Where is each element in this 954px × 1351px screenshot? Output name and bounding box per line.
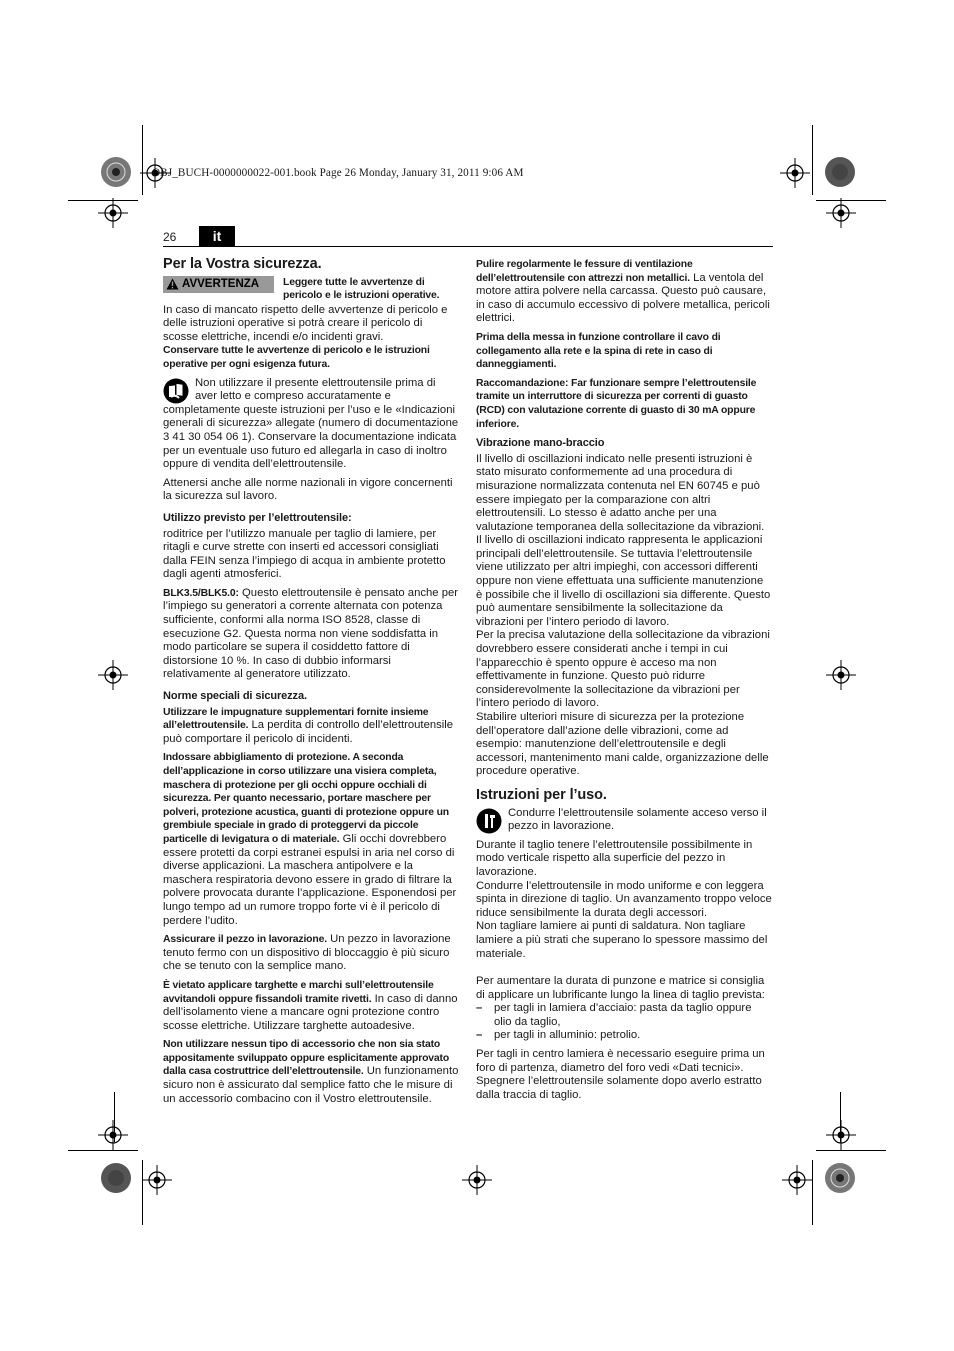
paragraph: Stabilire ulteriori misure di sicurezza per la protezione dell’operatore dall’azione delle vibrazioni, come ad esempio: manutenzione dell’elettroutensile e degli accessori, mantenimento mani calde, organizzazione delle procedure operative. [476,711,769,778]
crop-mark [812,125,813,195]
warning-block [163,276,459,302]
warning-triangle-icon [166,278,179,290]
paragraph: Attenersi anche alle norme nazionali in vigore concernenti la sicurezza sul lavoro. [163,476,453,503]
heading-intended-use: Utilizzo previsto per l’elettroutensile: [163,511,352,524]
right-column [476,258,772,1107]
paragraph: Assicurare il pezzo in lavorazione. Un pezzo in lavorazione tenuto fermo con un dispositivo di bloccaggio è più sicuro che se tenuto con la semplice mano. [163,933,451,973]
list-item: – per tagli in lamiera d’acciaio: pasta da taglio oppure olio da taglio, [476,1002,772,1029]
registration-mark-icon [826,198,856,228]
crop-mark [812,1160,813,1225]
model-label: BLK3.5/BLK5.0: [163,587,239,599]
warning-badge [163,276,274,293]
page-header [163,226,773,248]
paragraph: Utilizzare le impugnature supplementari fornite insieme all’elettroutensile. La perdita di controllo dell’elettroutensile può comportare il pericolo di incidenti. [163,706,454,745]
paragraph: BLK3.5/BLK5.0: Questo elettroutensile è pensato anche per l’impiego su generatori a corrente alternata con potenza sufficiente, conformi alla norma ISO 8528, classe di esecuzione G2. Questa norma non viene soddisfatta in modo particolare se supera il cosiddetto fattore di distorsione 10 %. In caso di dubbio informarsi relativamente al generatore utilizzato. [163,586,459,681]
color-target-icon [100,156,132,188]
page-number: 26 [163,230,177,244]
paragraph: roditrice per l’utilizzo manuale per taglio di lamiere, per ritagli e curve strette con inserti ed accessori consigliati dalla FEIN senza l’impiego di acqua in ambiente protetto dagli agenti atmosferici. [163,527,446,581]
print-job-line: OBJ_BUCH-0000000022-001.book Page 26 Monday, January 31, 2011 9:06 AM [152,167,524,179]
color-target-icon [824,156,856,188]
lubricant-list [476,1002,772,1043]
warning-label: AVVERTENZA [182,277,260,290]
read-manual-block [163,377,459,472]
paragraph: Pulire regolarmente le fessure di ventilazione dell’elettroutensile con attrezzi non metallici. La ventola del motore attira polvere nella carcassa. Questo può causare, in caso di accumulo eccessivo di polvere metallica, pericoli elettrici. [476,259,770,325]
header-rule [163,246,773,247]
crop-mark [816,1150,886,1151]
paragraph: Per tagli in centro lamiera è necessario eseguire prima un foro di partenza, diametro del foro vedi «Dati tecnici». [476,1048,765,1074]
paragraph: È vietato applicare targhette e marchi sull’elettroutensile avvitandoli oppure fissandoli tramite rivetti. In caso di danno dell’isolamento viene a mancare ogni protezione contro scosse elettriche. Utilizzare targhette autoadesive. [163,979,458,1032]
registration-mark-icon [142,1165,172,1195]
info-tool-icon [476,808,502,834]
paragraph: Durante il taglio tenere l’elettroutensile possibilmente in modo verticale rispetto alla superficie del pezzo in lavorazione. [476,838,753,878]
list-item: – per tagli in alluminio: petrolio. [476,1029,772,1043]
warning-text: Leggere tutte le avvertenze di pericolo e le istruzioni operative. [283,276,440,301]
language-tab: it [199,226,235,246]
registration-mark-icon [98,198,128,228]
paragraph-bold: Prima della messa in funzione controllare il cavo di collegamento alla rete e la spina di rete in caso di danneggiamenti. [476,331,721,371]
registration-mark-icon [780,158,810,188]
paragraph-bold: Conservare tutte le avvertenze di pericolo e le istruzioni operative per ogni esigenza futura. [163,345,430,370]
tool-tip-block [476,807,772,834]
paragraph: In caso di mancato rispetto delle avvertenze di pericolo e delle istruzioni operative si potrà creare il pericolo di scosse elettriche, incendi e/o incidenti gravi. [163,303,448,343]
registration-mark-icon [782,1165,812,1195]
paragraph: Spegnere l’elettroutensile solamente dopo averlo estratto dalla traccia di taglio. [476,1075,762,1101]
paragraph: Il livello di oscillazioni indicato nelle presenti istruzioni è stato misurato conformemente ad una procedura di misurazione normalizzata contenuta nel EN 60745 e può essere impiegato per la comparazione con altri elettroutensili. Lo stesso è adatto anche per una valutazione temporanea della sollecitazione da vibrazioni. [476,452,765,533]
paragraph: Condurre l’elettroutensile solamente acceso verso il pezzo in lavorazione. [508,806,767,833]
paragraph: Il livello di oscillazioni indicato rappresenta le applicazioni principali dell’elettroutensile. Se tuttavia l’elettroutensile viene utilizzato per altri impieghi, con accessori differenti oppure non viene effettuata una sufficiente manutenzione è possibile che il livello di oscillazioni sia differente. Questo può aumentare sensibilmente la sollecitazione da vibrazioni per l’intero periodo di lavoro. [476,534,771,628]
heading-vibration: Vibrazione mano-braccio [476,437,605,450]
color-target-icon [824,1162,856,1194]
paragraph-bold: Raccomandazione: Far funzionare sempre l’elettroutensile tramite un interruttore di sicurezza per correnti di guasto (RCD) con valutazione corrente di guasto di 30 mA oppure inferiore. [476,377,757,430]
paragraph: Non utilizzare il presente elettroutensile prima di aver letto e compreso accuratamente e completamente queste istruzioni per l’uso e le «Indicazioni generali di sicurezza» allegate (numero di documentazione 3 41 30 054 06 1). Conservare la documentazione indicata per un eventuale uso futuro ed allegarla in caso di inoltro oppure di vendita dell’elettroutensile. [163,376,459,471]
paragraph: Condurre l’elettroutensile in modo uniforme e con leggera spinta in direzione di taglio. Un avanzamento troppo veloce riduce sensibilmente la durata degli accessori. [476,879,772,919]
crop-mark [68,1150,138,1151]
section-title-safety: Per la Vostra sicurezza. [163,256,322,272]
read-manual-icon [163,378,189,404]
paragraph: Non tagliare lamiere ai punti di saldatura. Non tagliare lamiere a più strati che superano lo spessore massimo del materiale. [476,920,768,960]
paragraph: Per aumentare la durata di punzone e matrice si consiglia di applicare un lubrificante lungo la linea di taglio prevista: [476,975,765,1001]
section-title-instructions: Istruzioni per l’uso. [476,786,607,803]
registration-mark-icon [98,1120,128,1150]
color-target-icon [100,1162,132,1194]
registration-mark-icon [462,1165,492,1195]
registration-mark-icon [826,1120,856,1150]
paragraph: Non utilizzare nessun tipo di accessorio che non sia stato appositamente sviluppato oppure esplicitamente approvato dalla casa costruttrice dell’elettroutensile. Un funzionamento sicuro non è assicurato dal semplice fatto che le misure di un accessorio combacino con il Vostro elettroutensile. [163,1039,459,1105]
registration-mark-icon [826,660,856,690]
paragraph: Indossare abbigliamento di protezione. A seconda dell’applicazione in corso utilizzare una visiera completa, maschera di protezione per gli occhi oppure occhiali di sicurezza. Per quanto necessario, portare maschere per polveri, protezione acustica, guanti di protezione oppure un grembiule speciale in grado di proteggervi da piccole particelle di levigatura o di materiale. Gli occhi dovrebbero essere protetti da corpi estranei espulsi in aria nel corso di diverse applicazioni. La maschera antipolvere e la maschera respiratoria devono essere in grado di filtrare la polvere provocata durante l’applicazione. Esponendosi per lungo tempo ad un rumore troppo forte vi è il pericolo di perdere l’udito. [163,752,457,927]
heading-special-rules: Norme speciali di sicurezza. [163,690,307,703]
registration-mark-icon [98,660,128,690]
left-column [163,258,459,1111]
paragraph: Per la precisa valutazione della sollecitazione da vibrazioni dovrebbero essere considerati anche i tempi in cui l’apparecchio è spento oppure è acceso ma non effettivamente in funzione. Questo può ridurre considerevolmente la sollecitazione da vibrazioni per l’intero periodo di lavoro. [476,629,770,710]
